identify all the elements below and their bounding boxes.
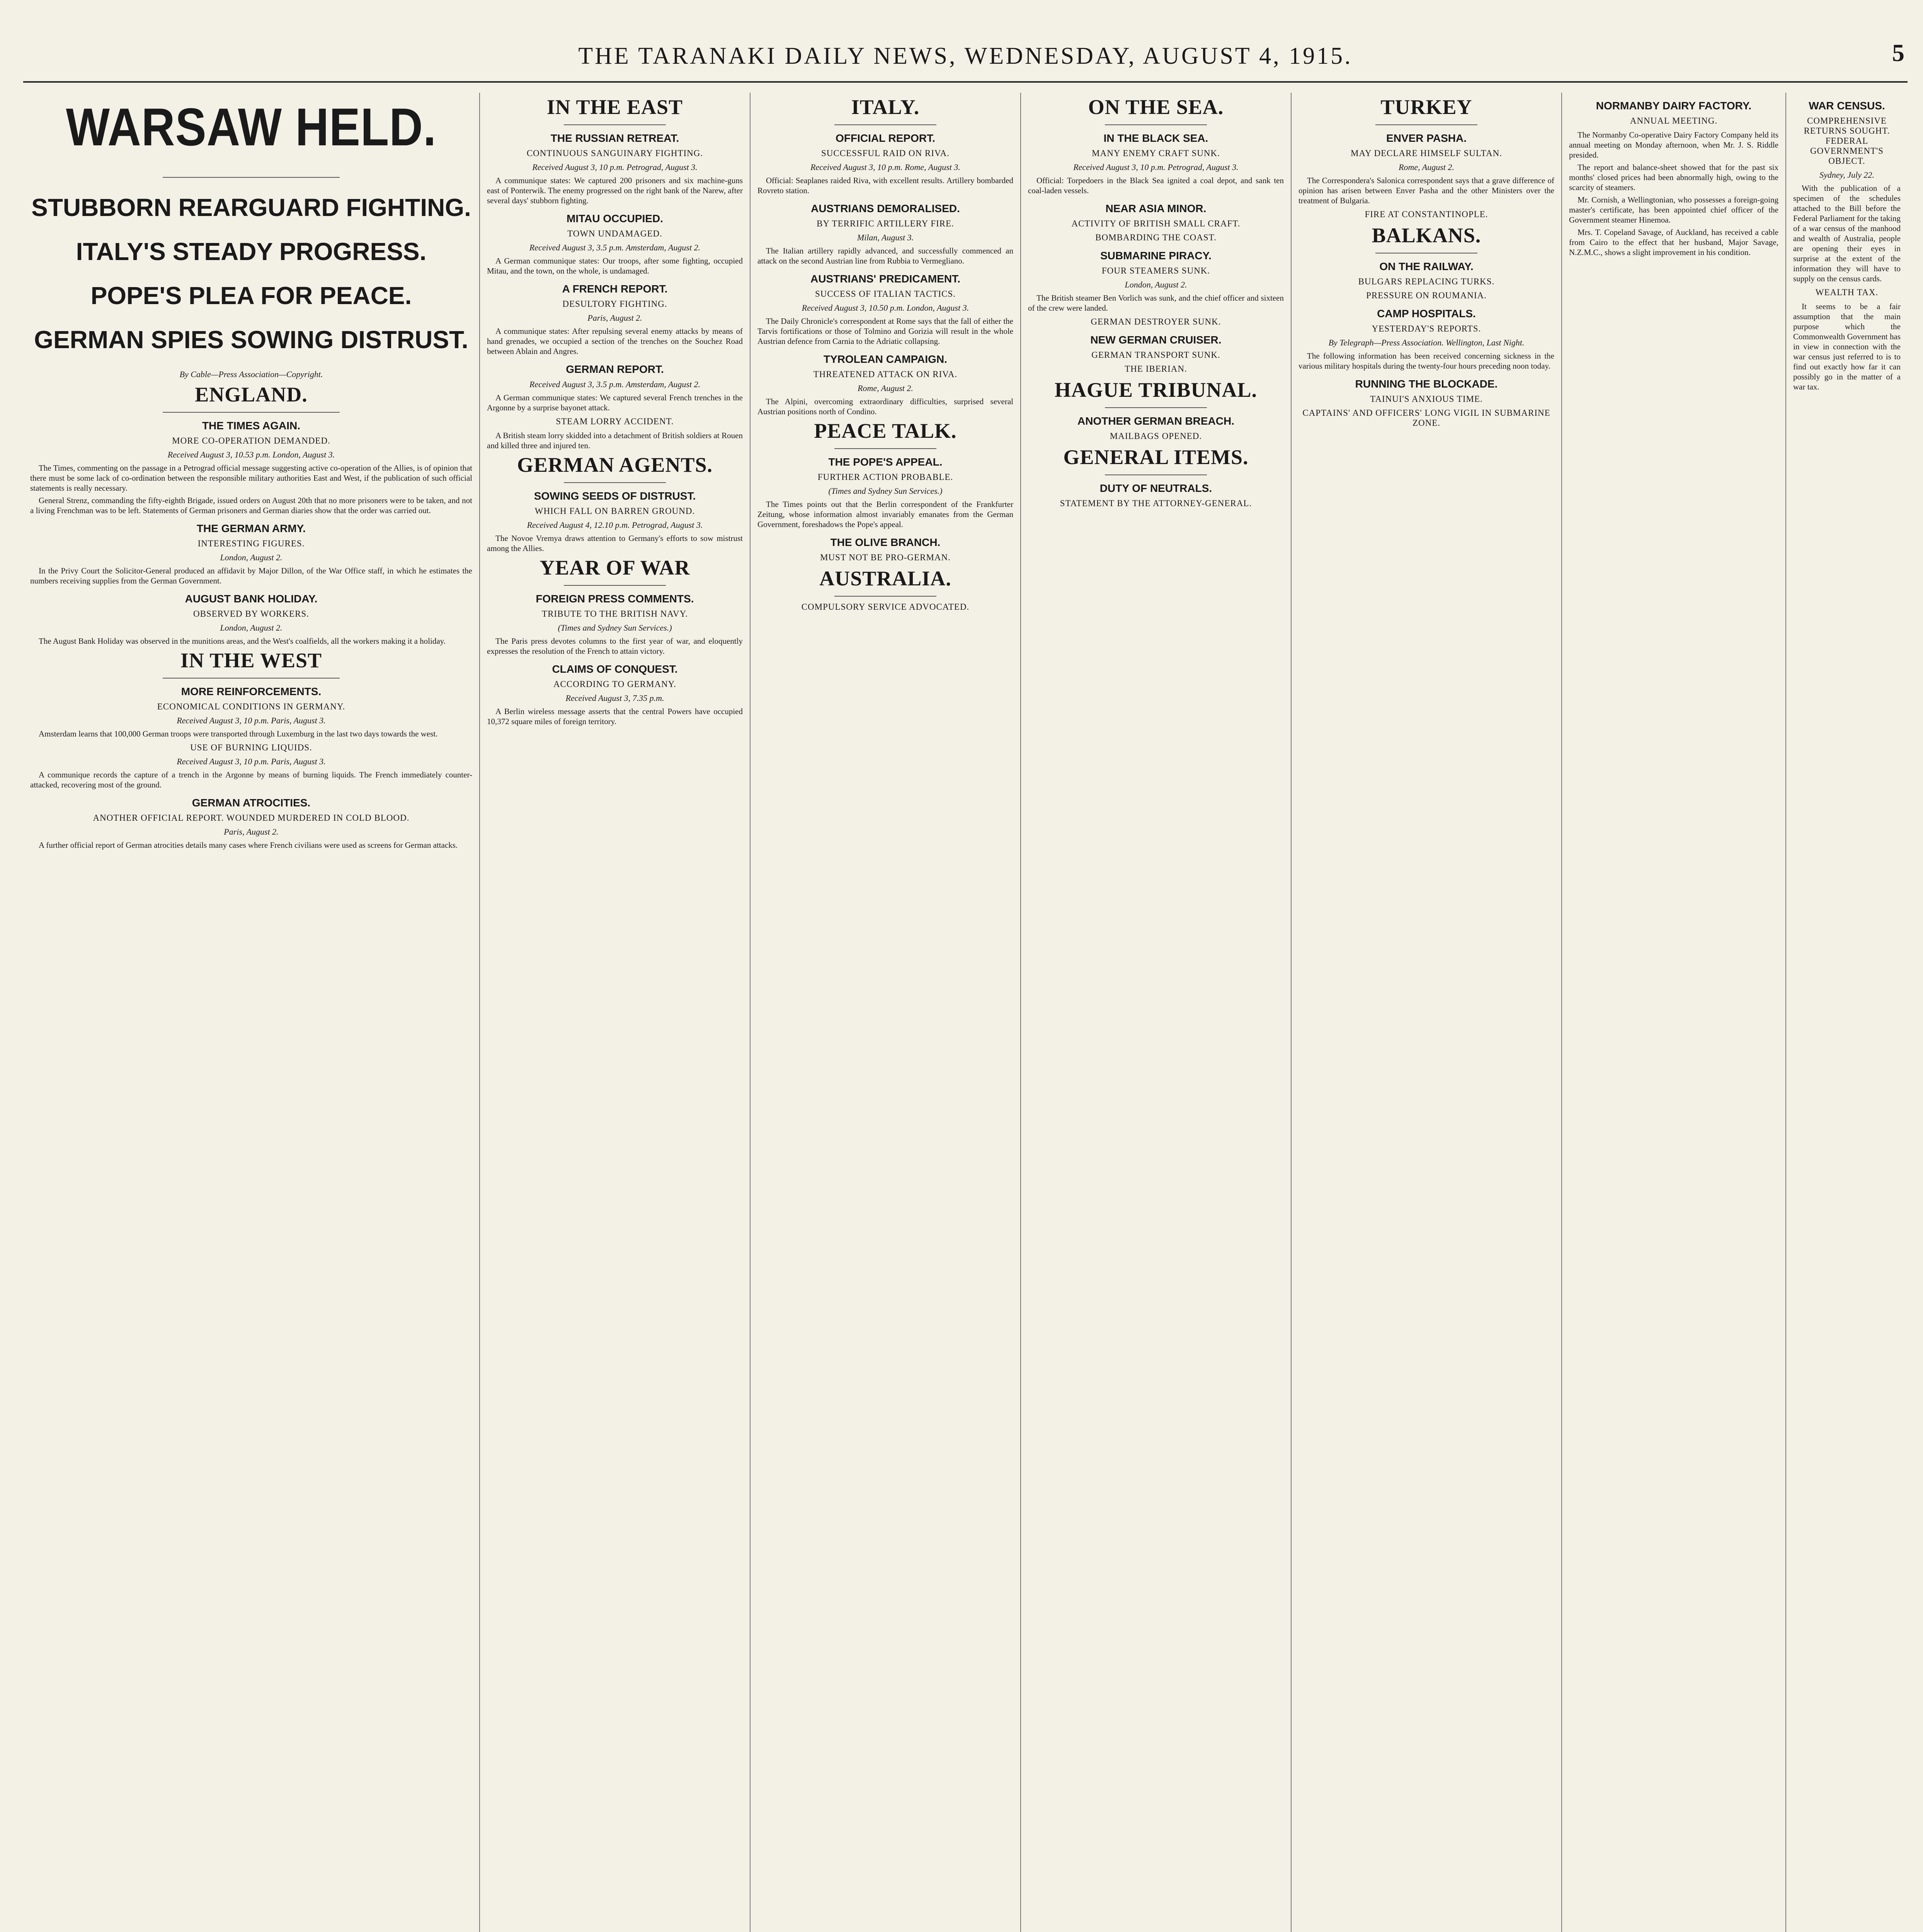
- paragraph: General Strenz, commanding the fifty-eighth Brigade, issued orders on August 20th that no more prisoners were to be taken, and not a living Frenchman was to be left. Statements of German prisoners and German diaries show that the order was carried out.: [30, 496, 472, 515]
- dateline: London, August 2.: [220, 623, 282, 633]
- paragraph: The Daily Chronicle's correspondent at Rome says that the fall of either the Tarvis fortifications or those of Tolmino and Gorizia will result in the whole Austrian defence from Carnia to the Adriatic collapsing.: [757, 316, 1013, 346]
- small-heading: STEAM LORRY ACCIDENT.: [556, 417, 674, 426]
- paragraph: Mr. Cornish, a Wellingtonian, who possesses a foreign-going master's certificate, has been appointed chief officer of the Government steamer Hinemoa.: [1569, 195, 1778, 224]
- section-heading: PEACE TALK.: [814, 419, 957, 442]
- paragraph: A communique states: We captured 200 prisoners and six machine-guns east of Ponterwik. The enemy progressed on the right bank of the Narew, after several days' stubborn fighting.: [487, 176, 743, 205]
- subheading: AUSTRIANS DEMORALISED.: [811, 202, 960, 214]
- subheading: ON THE RAILWAY.: [1379, 260, 1474, 272]
- paragraph: The August Bank Holiday was observed in the munitions areas, and the West's coalfields, all the workers making it a holiday.: [39, 636, 446, 646]
- subheading: NORMANBY DAIRY FACTORY.: [1596, 100, 1752, 112]
- page-number: 5: [1892, 39, 1904, 66]
- big-headline: STUBBORN REARGUARD FIGHTING.: [31, 194, 471, 221]
- small-heading: STATEMENT BY THE ATTORNEY-GENERAL.: [1060, 498, 1252, 508]
- subheading: MORE REINFORCEMENTS.: [181, 685, 322, 697]
- section-rule: [163, 177, 340, 178]
- subheading: AUSTRIANS' PREDICAMENT.: [810, 273, 960, 285]
- dateline: Received August 3, 10 p.m. Rome, August 3.: [810, 162, 960, 172]
- column-3: [750, 93, 1020, 1932]
- section-heading: TURKEY: [1380, 95, 1472, 119]
- paragraph: Official: Torpedoers in the Black Sea ignited a coal depot, and sank ten coal-laden vessels.: [1028, 176, 1284, 195]
- small-heading: GERMAN TRANSPORT SUNK.: [1091, 350, 1220, 360]
- paragraph: The Paris press devotes columns to the first year of war, and eloquently expresses the resolution of the French to attain victory.: [487, 636, 743, 656]
- section-heading: ON THE SEA.: [1088, 95, 1224, 119]
- section-heading: IN THE WEST: [180, 649, 322, 672]
- section-rule: [1105, 407, 1207, 408]
- small-heading: BY TERRIFIC ARTILLERY FIRE.: [817, 219, 954, 228]
- dateline: Rome, August 2.: [1399, 162, 1454, 172]
- paragraph: Mrs. T. Copeland Savage, of Auckland, has received a cable from Cairo to the effect that her husband, Major Savage, N.Z.M.C., shows a slight improvement in his condition.: [1569, 228, 1778, 257]
- subheading: ANOTHER GERMAN BREACH.: [1077, 415, 1234, 427]
- subheading: TYROLEAN CAMPAIGN.: [824, 353, 947, 365]
- small-heading: BULGARS REPLACING TURKS.: [1358, 277, 1495, 286]
- section-rule: [564, 124, 666, 125]
- subheading: CLAIMS OF CONQUEST.: [552, 663, 678, 675]
- small-heading: TOWN UNDAMAGED.: [567, 229, 662, 238]
- subheading: A FRENCH REPORT.: [562, 283, 668, 295]
- dateline: Received August 3, 7.35 p.m.: [565, 693, 664, 703]
- section-heading: ITALY.: [851, 95, 920, 119]
- subheading: SOWING SEEDS OF DISTRUST.: [534, 490, 696, 502]
- subheading: THE GERMAN ARMY.: [196, 522, 306, 534]
- section-heading: BALKANS.: [1372, 224, 1481, 247]
- section-heading: YEAR OF WAR: [539, 556, 690, 579]
- small-heading: MUST NOT BE PRO-GERMAN.: [820, 553, 951, 562]
- subheading: CAMP HOSPITALS.: [1377, 308, 1476, 320]
- small-heading: FURTHER ACTION PROBABLE.: [817, 472, 953, 482]
- small-heading: COMPREHENSIVE RETURNS SOUGHT. FEDERAL GOVERNMENT'S OBJECT.: [1804, 116, 1890, 166]
- section-rule: [1375, 124, 1478, 125]
- subheading: AUGUST BANK HOLIDAY.: [185, 593, 318, 605]
- big-headline: POPE'S PLEA FOR PEACE.: [90, 282, 412, 310]
- paragraph: The Novoe Vremya draws attention to Germany's efforts to sow mistrust among the Allies.: [487, 534, 743, 553]
- dateline: Received August 4, 12.10 p.m. Petrograd, August 3.: [527, 520, 703, 530]
- small-heading: THREATENED ATTACK ON RIVA.: [813, 369, 958, 379]
- subheading: GERMAN ATROCITIES.: [192, 797, 311, 809]
- big-headline: ITALY'S STEADY PROGRESS.: [76, 238, 427, 265]
- section-rule: [163, 678, 340, 679]
- paragraph: A British steam lorry skidded into a detachment of British soldiers at Rouen and killed three and injured ten.: [487, 431, 743, 450]
- masthead-title: THE TARANAKI DAILY NEWS, WEDNESDAY, AUGUST 4, 1915.: [578, 43, 1353, 69]
- small-heading: WHICH FALL ON BARREN GROUND.: [534, 506, 695, 516]
- paragraph: Official: Seaplanes raided Riva, with excellent results. Artillery bombarded Rovreto station.: [757, 176, 1013, 195]
- subheading: THE TIMES AGAIN.: [202, 420, 301, 432]
- small-heading: USE OF BURNING LIQUIDS.: [190, 743, 312, 752]
- dateline: Received August 3, 10 p.m. Paris, August 3.: [177, 716, 326, 725]
- paragraph: The Times, commenting on the passage in a Petrograd official message suggesting active co-operation of the Allies, is of opinion that there must be some lack of co-ordination between the responsible military authorities East and West, if the publication of such official statements is really necessary.: [30, 463, 472, 493]
- dateline: (Times and Sydney Sun Services.): [558, 623, 672, 633]
- subheading: NEW GERMAN CRUISER.: [1090, 334, 1222, 346]
- small-heading: ANOTHER OFFICIAL REPORT. WOUNDED MURDERED IN COLD BLOOD.: [93, 813, 410, 823]
- section-rule: [1105, 474, 1207, 475]
- subheading: ENVER PASHA.: [1386, 132, 1467, 144]
- paragraph: The Times points out that the Berlin correspondent of the Frankfurter Zeitung, whose information almost invariably emanates from the German Government, foreshadows the Pope's appeal.: [757, 500, 1013, 529]
- column-1: [23, 93, 479, 1932]
- dateline: By Cable—Press Association—Copyright.: [179, 369, 323, 379]
- dateline: (Times and Sydney Sun Services.): [828, 486, 943, 496]
- small-heading: OBSERVED BY WORKERS.: [193, 609, 309, 619]
- small-heading: CAPTAINS' AND OFFICERS' LONG VIGIL IN SUBMARINE ZONE.: [1302, 408, 1550, 428]
- section-heading: GENERAL ITEMS.: [1063, 446, 1249, 469]
- section-rule: [1105, 124, 1207, 125]
- subheading: THE RUSSIAN RETREAT.: [550, 132, 679, 144]
- dateline: Received August 3, 10 p.m. Petrograd, August 3.: [532, 162, 698, 172]
- dateline: Rome, August 2.: [858, 383, 913, 393]
- small-heading: GERMAN DESTROYER SUNK.: [1091, 317, 1221, 327]
- dateline: London, August 2.: [1125, 280, 1187, 289]
- section-heading: ENGLAND.: [195, 383, 308, 406]
- subheading: DUTY OF NEUTRALS.: [1099, 482, 1212, 494]
- small-heading: ACCORDING TO GERMANY.: [553, 679, 677, 689]
- small-heading: TAINUI'S ANXIOUS TIME.: [1370, 394, 1483, 404]
- subheading: SUBMARINE PIRACY.: [1100, 250, 1212, 262]
- small-heading: CONTINUOUS SANGUINARY FIGHTING.: [526, 148, 703, 158]
- paragraph: A further official report of German atrocities details many cases where French civilians were used as screens for German attacks.: [39, 840, 458, 850]
- paragraph: The Alpini, overcoming extraordinary difficulties, surprised several Austrian positions north of Condino.: [757, 397, 1013, 416]
- dateline: Received August 3, 10 p.m. Petrograd, August 3.: [1073, 162, 1239, 172]
- dateline: Sydney, July 22.: [1819, 170, 1874, 180]
- small-heading: COMPULSORY SERVICE ADVOCATED.: [801, 602, 970, 612]
- section-heading: AUSTRALIA.: [819, 567, 951, 590]
- small-heading: PRESSURE ON ROUMANIA.: [1366, 291, 1487, 300]
- column-2: [479, 93, 750, 1932]
- dateline: Received August 3, 10.50 p.m. London, August 3.: [802, 303, 969, 313]
- section-heading: GERMAN AGENTS.: [517, 453, 713, 476]
- small-heading: MAILBAGS OPENED.: [1110, 431, 1202, 441]
- small-heading: TRIBUTE TO THE BRITISH NAVY.: [542, 609, 688, 619]
- column-7: [1785, 93, 1908, 1932]
- paragraph: The report and balance-sheet showed that for the past six months' closed prices had been abnormally high, owing to the scarcity of steamers.: [1569, 163, 1778, 192]
- small-heading: MANY ENEMY CRAFT SUNK.: [1092, 148, 1220, 158]
- dateline: Received August 3, 10.53 p.m. London, August 3.: [167, 450, 335, 459]
- small-heading: ANNUAL MEETING.: [1630, 116, 1718, 126]
- paragraph: In the Privy Court the Solicitor-General produced an affidavit by Major Dillon, of the War Office staff, in which he estimates the numbers receiving supplies from the German Government.: [30, 566, 472, 585]
- dateline: Received August 3, 10 p.m. Paris, August 3.: [177, 757, 326, 766]
- dateline: Paris, August 2.: [587, 313, 642, 323]
- section-rule: [564, 482, 666, 483]
- masthead: [23, 23, 1908, 83]
- subheading: NEAR ASIA MINOR.: [1105, 202, 1207, 214]
- paragraph: A German communique states: We captured several French trenches in the Argonne by a surprise bayonet attack.: [487, 393, 743, 412]
- small-heading: SUCCESSFUL RAID ON RIVA.: [821, 148, 950, 158]
- small-heading: DESULTORY FIGHTING.: [562, 299, 667, 309]
- paragraph: The British steamer Ben Vorlich was sunk, and the chief officer and sixteen of the crew were landed.: [1028, 293, 1284, 313]
- small-heading: ECONOMICAL CONDITIONS IN GERMANY.: [157, 702, 345, 711]
- paragraph: The Normanby Co-operative Dairy Factory Company held its annual meeting on Monday afternoon, when Mr. J. S. Riddle presided.: [1569, 130, 1778, 160]
- section-heading: WARSAW HELD.: [66, 97, 437, 157]
- section-rule: [163, 412, 340, 413]
- big-headline: GERMAN SPIES SOWING DISTRUST.: [34, 326, 468, 354]
- subheading: WAR CENSUS.: [1809, 100, 1885, 112]
- small-heading: INTERESTING FIGURES.: [197, 539, 305, 548]
- section-heading: IN THE EAST: [546, 95, 683, 119]
- subheading: IN THE BLACK SEA.: [1103, 132, 1208, 144]
- column-4: [1020, 93, 1291, 1932]
- subheading: RUNNING THE BLOCKADE.: [1355, 378, 1498, 390]
- subheading: OFFICIAL REPORT.: [836, 132, 935, 144]
- dateline: Received August 3, 3.5 p.m. Amsterdam, August 2.: [529, 243, 701, 252]
- paragraph: Amsterdam learns that 100,000 German troops were transported through Luxemburg in the last two days towards the west.: [39, 729, 438, 738]
- dateline: London, August 2.: [220, 553, 282, 562]
- small-heading: BOMBARDING THE COAST.: [1095, 233, 1217, 242]
- paragraph: A communique records the capture of a trench in the Argonne by means of burning liquids. The French immediately counter-attacked, recovering most of the ground.: [30, 770, 472, 789]
- paragraph: The Italian artillery rapidly advanced, and successfully commenced an attack on the second Austrian line from Rubbia to Vermegliano.: [757, 246, 1013, 265]
- subheading: GERMAN REPORT.: [566, 363, 664, 375]
- paragraph: With the publication of a specimen of the schedules attached to the Bill before the Federal Parliament for the taking of a war census of the manhood and wealth of Australia, people are opening their eyes in surprise at the extent of the information they will have to supply on the census cards.: [1793, 184, 1901, 283]
- section-rule: [834, 448, 937, 449]
- small-heading: FIRE AT CONSTANTINOPLE.: [1365, 209, 1488, 219]
- paragraph: It seems to be a fair assumption that the main purpose which the Commonwealth Government has in view in connection with the war census just referred to is to find out exactly how far it can possibly go in the matter of a war tax.: [1793, 302, 1901, 391]
- small-heading: YESTERDAY'S REPORTS.: [1372, 324, 1481, 333]
- paragraph: The following information has been received concerning sickness in the various military hospitals during the twenty-four hours preceding noon today.: [1298, 351, 1554, 371]
- column-5: [1291, 93, 1561, 1932]
- dateline: Milan, August 3.: [857, 233, 914, 242]
- section-heading: HAGUE TRIBUNAL.: [1054, 378, 1258, 401]
- section-rule: [834, 596, 937, 597]
- small-heading: MAY DECLARE HIMSELF SULTAN.: [1351, 148, 1502, 158]
- small-heading: MORE CO-OPERATION DEMANDED.: [172, 436, 330, 446]
- small-heading: THE IBERIAN.: [1125, 364, 1187, 374]
- dateline: By Telegraph—Press Association. Wellington, Last Night.: [1328, 338, 1525, 347]
- small-heading: SUCCESS OF ITALIAN TACTICS.: [815, 289, 956, 299]
- subheading: MITAU OCCUPIED.: [567, 213, 663, 224]
- paragraph: A communique states: After repulsing several enemy attacks by means of hand grenades, we occupied a section of the trenches on the Souchez Road between Ablain and Angres.: [487, 327, 743, 356]
- subheading: THE POPE'S APPEAL.: [828, 456, 943, 468]
- section-rule: [564, 585, 666, 586]
- section-rule: [834, 124, 937, 125]
- small-heading: FOUR STEAMERS SUNK.: [1101, 266, 1210, 276]
- small-heading: WEALTH TAX.: [1815, 287, 1879, 297]
- small-heading: ACTIVITY OF BRITISH SMALL CRAFT.: [1071, 219, 1241, 228]
- paragraph: A Berlin wireless message asserts that the central Powers have occupied 10,372 square miles of foreign territory.: [487, 707, 743, 726]
- paragraph: A German communique states: Our troops, after some fighting, occupied Mitau, and the town, on the whole, is undamaged.: [487, 256, 743, 276]
- subheading: THE OLIVE BRANCH.: [830, 536, 941, 548]
- subheading: FOREIGN PRESS COMMENTS.: [536, 593, 694, 605]
- column-6: [1561, 93, 1785, 1932]
- dateline: Received August 3, 3.5 p.m. Amsterdam, August 2.: [529, 379, 701, 389]
- dateline: Paris, August 2.: [224, 827, 279, 837]
- paragraph: The Correspondera's Salonica correspondent says that a grave difference of opinion has arisen between Enver Pasha and the other Ministers over the treatment of Bulgaria.: [1298, 176, 1554, 205]
